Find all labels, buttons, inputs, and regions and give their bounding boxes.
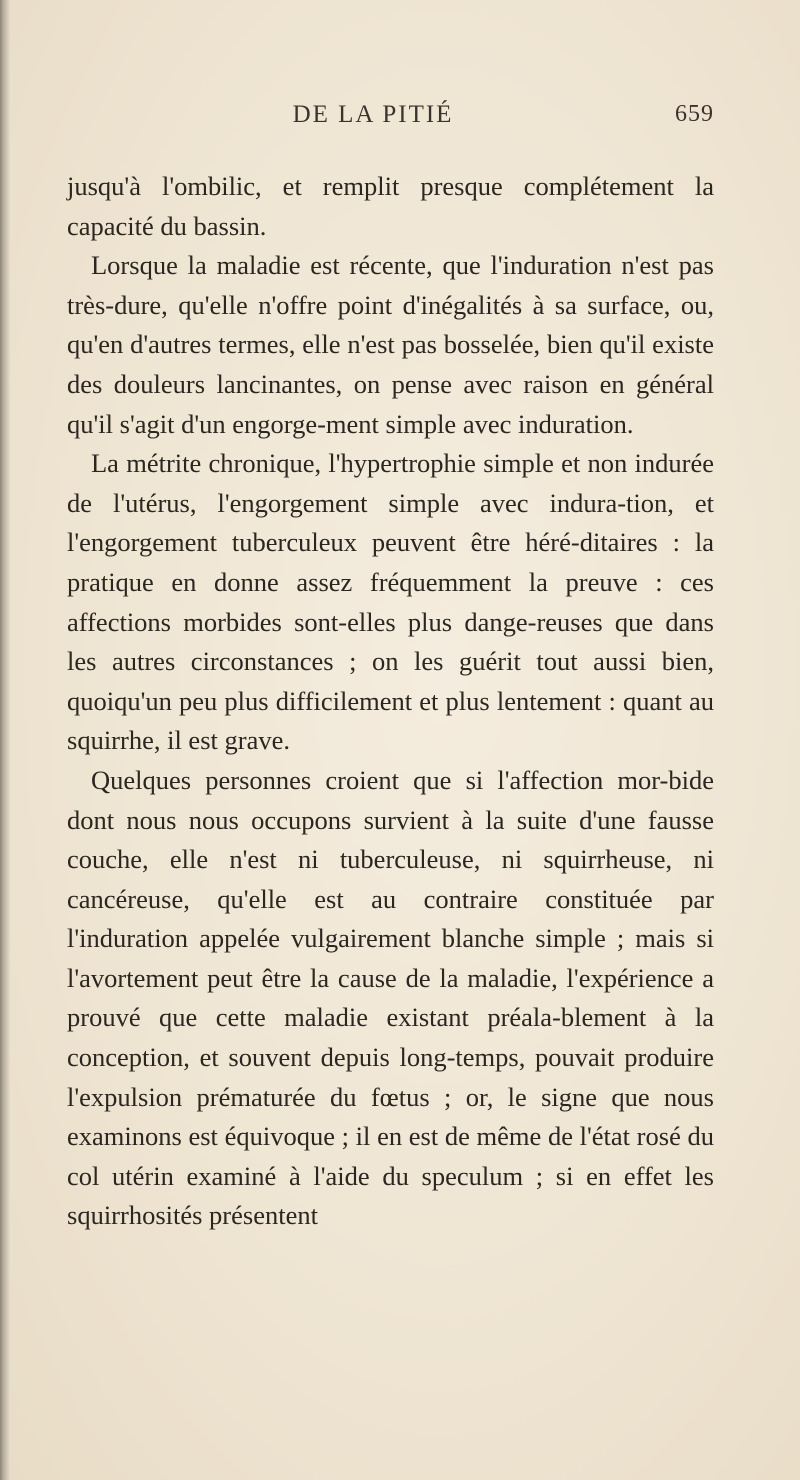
- running-head: [0, 101, 800, 137]
- body-text: [67, 167, 714, 1236]
- paragraph-2: Lorsque la maladie est récente, que l'induration n'est pas très-dure, qu'elle n'offre point d'inégalités à sa surface, ou, qu'en d'autres termes, elle n'est pas bosselée, bien qu'il existe des douleurs lancinantes, on pense avec raison en général qu'il s'agit d'un engorge-ment simple avec induration.: [67, 250, 714, 439]
- page-binding-edge: [0, 0, 10, 1480]
- paragraph-1-continued: jusqu'à l'ombilic, et remplit presque complétement la capacité du bassin.: [67, 171, 714, 241]
- running-title: DE LA PITIÉ: [292, 101, 454, 128]
- paragraph-3: La métrite chronique, l'hypertrophie simple et non indurée de l'utérus, l'engorgement simple avec indura-tion, et l'engorgement tuberculeux peuvent être héré-ditaires : la pratique en donne assez fréquemment la preuve : ces affections morbides sont-elles plus dange-reuses que dans les autres circonstances ; on les guérit tout aussi bien, quoiqu'un peu plus difficilement et plus lentement : quant au squirrhe, il est grave.: [67, 448, 714, 756]
- paragraph-4: Quelques personnes croient que si l'affection mor-bide dont nous nous occupons survient à la suite d'une fausse couche, elle n'est ni tuberculeuse, ni squirrheuse, ni cancéreuse, qu'elle est au contraire constituée par l'induration appelée vulgairement blanche simple ; mais si l'avortement peut être la cause de la maladie, l'expérience a prouvé que cette maladie existant préala-blement à la conception, et souvent depuis long-temps, pouvait produire l'expulsion prématurée du fœtus ; or, le signe que nous examinons est équivoque ; il en est de même de l'état rosé du col utérin examiné à l'aide du speculum ; si en effet les squirrhosités présentent: [67, 764, 714, 1231]
- page-number: 659: [675, 101, 714, 127]
